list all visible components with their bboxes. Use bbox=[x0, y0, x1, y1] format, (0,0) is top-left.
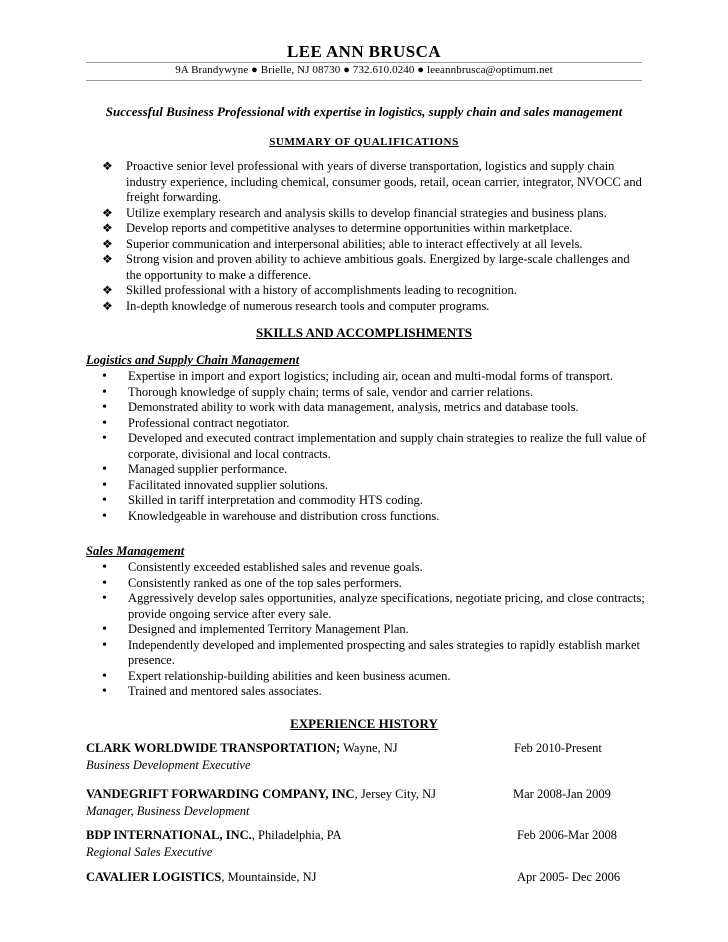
list-item: • Developed and executed contract implementation and supply chain strategies to realize the full value of corporate, divisional and local contracts. bbox=[102, 431, 646, 461]
candidate-name: LEE ANN BRUSCA bbox=[287, 42, 441, 61]
summary-heading: SUMMARY OF QUALIFICATIONS bbox=[269, 136, 459, 148]
list-item: • Thorough knowledge of supply chain; terms of sale, vendor and carrier relations. bbox=[102, 384, 534, 400]
job-dates: Feb 2010-Present bbox=[514, 741, 602, 755]
job-location: , Jersey City, NJ bbox=[354, 787, 437, 801]
list-item: • Designed and implemented Territory Management Plan. bbox=[102, 622, 409, 637]
bullet-icon: • bbox=[102, 508, 107, 524]
diamond-bullet-icon: ❖ bbox=[102, 283, 113, 297]
list-item: ❖ Develop reports and competitive analyses to determine opportunities within marketplace. bbox=[102, 221, 573, 235]
list-item: • Demonstrated ability to work with data management, analysis, metrics and database tools. bbox=[102, 400, 579, 415]
diamond-bullet-icon: ❖ bbox=[102, 298, 113, 313]
bullet-icon: • bbox=[102, 400, 107, 415]
job-entry bbox=[86, 787, 646, 819]
job-title: Regional Sales Executive bbox=[86, 845, 213, 859]
job-title: Business Development Executive bbox=[86, 758, 251, 772]
job-entry bbox=[86, 741, 646, 773]
bullet-icon: • bbox=[102, 493, 107, 508]
list-item: ❖ Proactive senior level professional with years of diverse transportation, logistics and supply chain industry experience, including chemical, consumer goods, retail, ocean carrier, integrator, NVOCC and freight forwarding. bbox=[102, 159, 642, 204]
bullet-icon: • bbox=[102, 384, 107, 400]
sales-list bbox=[86, 560, 646, 700]
bullet-icon: • bbox=[102, 575, 107, 591]
job-location: Wayne, NJ bbox=[340, 741, 398, 755]
experience-heading: EXPERIENCE HISTORY bbox=[290, 716, 438, 731]
diamond-bullet-icon: ❖ bbox=[102, 159, 113, 173]
job-entry bbox=[86, 828, 646, 860]
list-item: • Independently developed and implemented prospecting and sales strategies to rapidly establish market presence. bbox=[102, 637, 640, 667]
logistics-list bbox=[86, 369, 646, 524]
bullet-icon: • bbox=[102, 369, 107, 384]
bullet-icon: • bbox=[102, 684, 107, 699]
skills-heading: SKILLS AND ACCOMPLISHMENTS bbox=[256, 325, 472, 340]
list-item: ❖ Strong vision and proven ability to achieve ambitious goals. Energized by large-scale challenges and the opportunity to make a difference. bbox=[102, 252, 630, 282]
list-item: • Professional contract negotiator. bbox=[102, 415, 290, 431]
header-rule-bottom bbox=[86, 80, 642, 81]
bullet-icon: • bbox=[102, 668, 107, 684]
list-item: ❖ Superior communication and interpersonal abilities; able to interact effectively at all levels. bbox=[102, 236, 583, 251]
bullet-icon: • bbox=[102, 591, 107, 606]
list-item: ❖ Utilize exemplary research and analysis skills to develop financial strategies and business plans. bbox=[102, 205, 607, 220]
job-dates: Feb 2006-Mar 2008 bbox=[517, 828, 617, 842]
professional-tagline: Successful Business Professional with expertise in logistics, supply chain and sales management bbox=[105, 104, 623, 119]
job-company: CAVALIER LOGISTICS bbox=[86, 870, 222, 884]
bullet-icon: • bbox=[102, 477, 107, 493]
bullet-icon: • bbox=[102, 415, 107, 431]
list-item: • Consistently ranked as one of the top sales performers. bbox=[102, 575, 402, 591]
summary-list bbox=[84, 159, 644, 314]
list-item: • Aggressively develop sales opportunities, analyze specifications, negotiate pricing, and close contracts; provide ongoing service after every sale. bbox=[102, 591, 645, 621]
job-company: VANDEGRIFT FORWARDING COMPANY, INC bbox=[86, 787, 355, 801]
bullet-icon: • bbox=[102, 431, 107, 446]
list-item: ❖ Skilled professional with a history of accomplishments leading to recognition. bbox=[102, 283, 517, 297]
job-company: BDP INTERNATIONAL, INC. bbox=[86, 828, 252, 842]
list-item: ❖ In-depth knowledge of numerous research tools and computer programs. bbox=[102, 298, 490, 313]
diamond-bullet-icon: ❖ bbox=[102, 205, 113, 220]
sales-subheading: Sales Management bbox=[86, 544, 185, 558]
list-item: • Consistently exceeded established sales and revenue goals. bbox=[102, 560, 423, 575]
bullet-icon: • bbox=[102, 637, 107, 653]
bullet-icon: • bbox=[102, 560, 107, 575]
job-entry bbox=[86, 870, 646, 886]
list-item: • Expert relationship-building abilities and keen business acumen. bbox=[102, 668, 451, 684]
header-rule-top bbox=[86, 62, 642, 63]
diamond-bullet-icon: ❖ bbox=[102, 236, 113, 251]
bullet-icon: • bbox=[102, 622, 107, 637]
list-item: • Expertise in import and export logistics; including air, ocean and multi-modal forms of transport. bbox=[102, 369, 614, 384]
list-item: • Managed supplier performance. bbox=[102, 462, 288, 477]
job-location: , Philadelphia, PA bbox=[251, 828, 342, 842]
bullet-icon: • bbox=[102, 462, 107, 477]
list-item: • Knowledgeable in warehouse and distribution cross functions. bbox=[102, 508, 440, 524]
contact-line: 9A Brandywyne ● Brielle, NJ 08730 ● 732.610.0240 ● leeannbrusca@optimum.net bbox=[175, 64, 553, 76]
job-dates: Mar 2008-Jan 2009 bbox=[513, 787, 611, 801]
job-title: Manager, Business Development bbox=[86, 804, 250, 818]
job-dates: Apr 2005- Dec 2006 bbox=[517, 870, 621, 884]
diamond-bullet-icon: ❖ bbox=[102, 221, 113, 235]
logistics-subheading: Logistics and Supply Chain Management bbox=[86, 353, 300, 367]
list-item: • Skilled in tariff interpretation and commodity HTS coding. bbox=[102, 493, 423, 508]
list-item: • Trained and mentored sales associates. bbox=[102, 684, 322, 699]
list-item: • Facilitated innovated supplier solutions. bbox=[102, 477, 328, 493]
job-company: CLARK WORLDWIDE TRANSPORTATION; bbox=[86, 741, 341, 755]
diamond-bullet-icon: ❖ bbox=[102, 252, 113, 266]
job-location: , Mountainside, NJ bbox=[221, 870, 317, 884]
